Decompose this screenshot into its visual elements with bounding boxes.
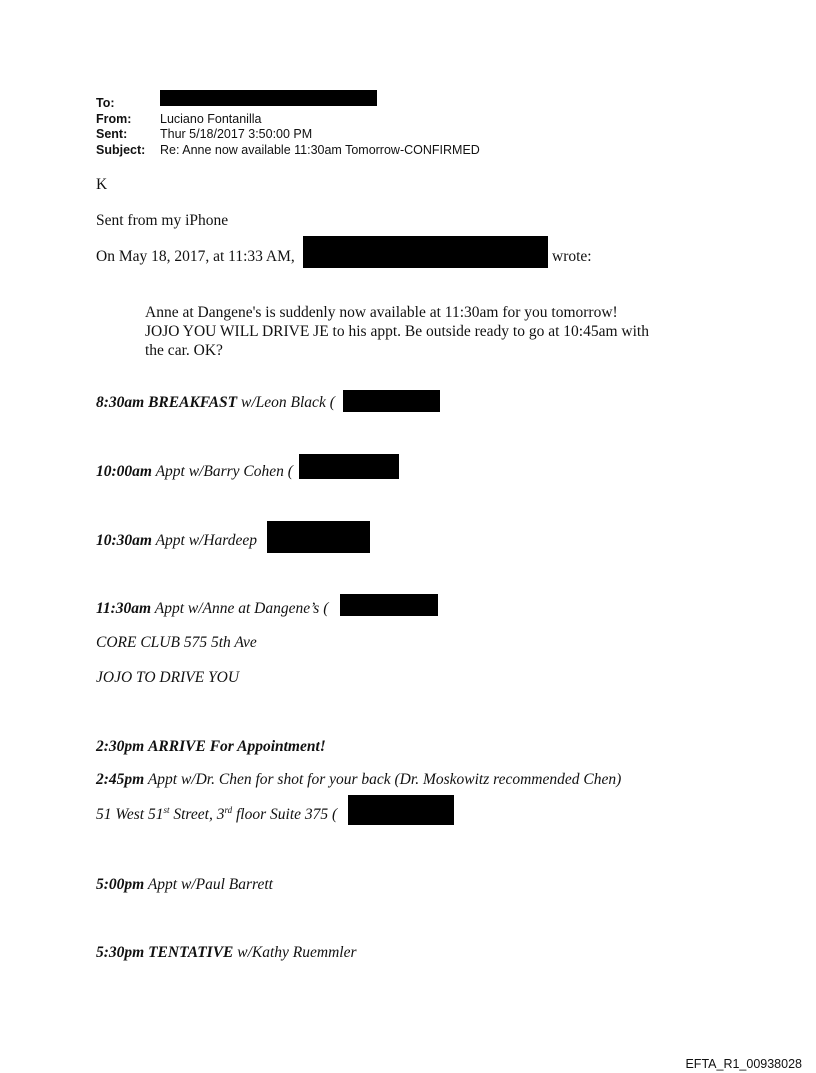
schedule-item [96,531,257,550]
schedule-detail: w/Kathy Ruemmler [233,944,357,961]
redaction-name [267,521,370,553]
schedule-detail: Appt w/Anne at Dangene’s ( [151,600,329,617]
address-prefix: 51 West 51 [96,806,164,823]
schedule-detail: w/Leon Black ( [237,394,335,411]
schedule-time: 10:30am [96,532,152,549]
document-id: EFTA_R1_00938028 [685,1057,802,1071]
quoted-line-3: the car. OK? [145,342,223,359]
from-value: Luciano Fontanilla [160,112,262,126]
redaction-phone [299,454,399,479]
sent-value: Thur 5/18/2017 3:50:00 PM [160,127,313,141]
schedule-item [96,943,357,962]
core-club-note: CORE CLUB 575 5th Ave [96,634,257,651]
reply-text: K [96,176,108,193]
from-label: From: [96,112,132,126]
schedule-time: 11:30am [96,600,152,617]
schedule-time: 8:30am [96,394,145,411]
schedule-bold-text: TENTATIVE [148,944,234,961]
address-suffix: floor Suite 375 ( [232,806,338,823]
schedule-item [96,393,335,412]
schedule-time: 5:00pm [96,876,145,893]
schedule-item [96,462,293,481]
quoted-line-2: JOJO YOU WILL DRIVE JE to his appt. Be outside ready to go at 10:45am with [145,323,649,340]
jojo-drive-note: JOJO TO DRIVE YOU [96,669,240,686]
address-sup-2: rd [224,804,233,815]
signature: Sent from my iPhone [96,212,229,229]
address-line [96,805,337,824]
redaction-phone [340,594,438,616]
schedule-item [96,875,273,894]
schedule-detail: Appt w/Paul Barrett [144,876,273,893]
schedule-item [96,737,326,756]
schedule-detail: Appt w/Hardeep [151,532,258,549]
schedule-item [96,770,621,789]
schedule-item [96,599,328,618]
address-mid: Street, 3 [169,806,225,823]
schedule-time: 5:30pm [96,944,145,961]
redaction-to-address [160,90,377,106]
schedule-time: 2:45pm [96,771,145,788]
quote-intro-end: wrote: [552,248,592,265]
quoted-line-1: Anne at Dangene's is suddenly now available at 11:30am for you tomorrow! [145,304,618,321]
schedule-detail: Appt w/Barry Cohen ( [151,463,293,480]
subject-value: Re: Anne now available 11:30am Tomorrow-CONFIRMED [160,143,480,157]
schedule-time: 10:00am [96,463,152,480]
redaction-phone [343,390,440,412]
redaction-phone [348,795,454,825]
to-label: To: [96,96,115,110]
sent-label: Sent: [96,127,128,141]
subject-label: Subject: [96,143,146,157]
address-sup-1: st [163,804,170,815]
schedule-bold-text: ARRIVE For Appointment! [148,738,326,755]
schedule-detail: Appt w/Dr. Chen for shot for your back (Dr. Moskowitz recommended Chen) [144,771,622,788]
schedule-time: 2:30pm [96,738,145,755]
redaction-sender [303,236,548,268]
quote-intro-start: On May 18, 2017, at 11:33 AM, [96,248,295,265]
schedule-bold-text: BREAKFAST [148,394,238,411]
